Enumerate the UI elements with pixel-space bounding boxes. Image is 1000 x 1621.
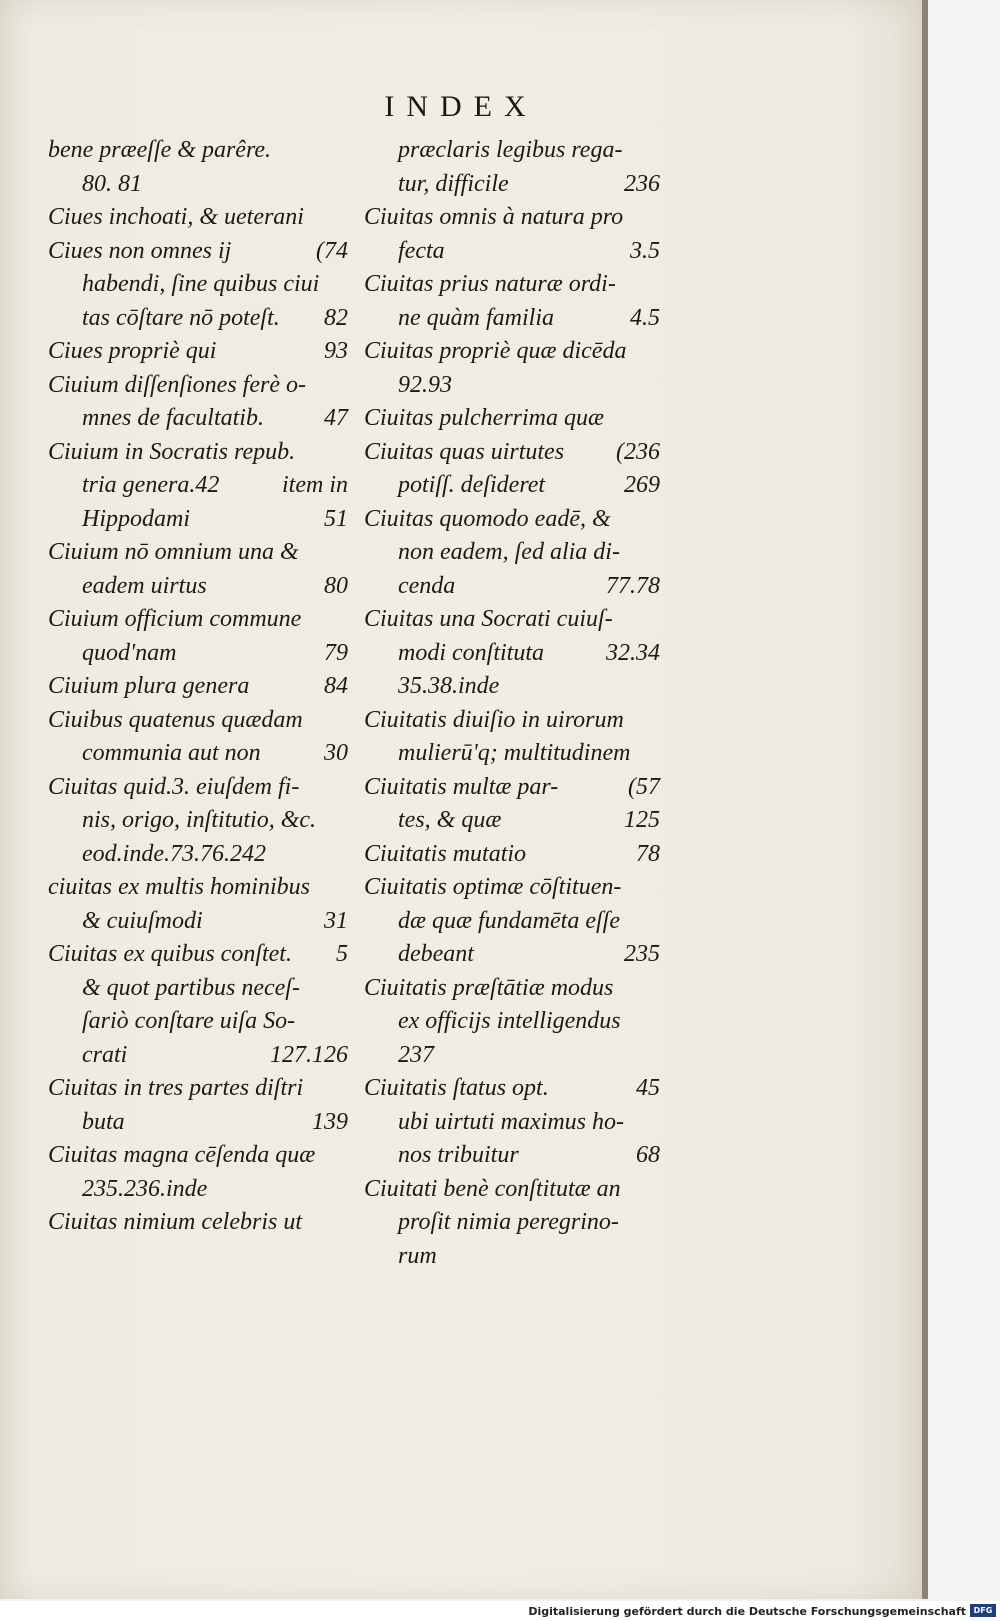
index-entry-text: ſariò conſtare uiſa So- bbox=[82, 1008, 296, 1034]
index-entry-line bbox=[364, 503, 660, 537]
index-entry-line bbox=[364, 771, 660, 805]
index-entry-text: rum bbox=[398, 1242, 437, 1269]
index-column-left bbox=[48, 134, 348, 1240]
index-entry-line bbox=[364, 335, 660, 369]
index-entry-page-ref: 4.5 bbox=[630, 304, 660, 331]
index-entry-line bbox=[48, 1039, 348, 1073]
index-entry-line bbox=[48, 737, 348, 771]
index-entry-line bbox=[48, 1005, 348, 1039]
index-entry-page-ref: 82 bbox=[324, 304, 348, 331]
index-entry-text: Ciuibus quatenus quædam bbox=[48, 706, 303, 733]
index-entry-line bbox=[48, 168, 348, 202]
index-entry-text: Ciuitas nimium celebris ut bbox=[48, 1209, 302, 1235]
index-entry-line bbox=[48, 637, 348, 671]
index-entry-page-ref: item in bbox=[282, 472, 348, 498]
index-entry-text: Ciuitas propriè quæ dicēda bbox=[364, 338, 627, 364]
dfg-logo-icon: DFG bbox=[970, 1604, 996, 1617]
index-entry-page-ref bbox=[342, 168, 348, 202]
index-entry-page-ref bbox=[654, 1005, 660, 1039]
index-entry-line bbox=[48, 235, 348, 269]
index-entry-page-ref bbox=[342, 1072, 348, 1106]
index-entry-line bbox=[364, 1072, 660, 1106]
index-entry-page-ref bbox=[342, 704, 348, 738]
index-entry-line bbox=[364, 1240, 660, 1274]
index-entry-text: proſit nimia peregrino- bbox=[398, 1209, 619, 1235]
index-entry-page-ref bbox=[654, 871, 660, 905]
index-entry-line bbox=[364, 1106, 660, 1140]
index-entry-text: 92.93 bbox=[398, 371, 452, 398]
index-entry-text: Ciuium nō omnium una & bbox=[48, 539, 299, 565]
index-entry-text: cenda bbox=[398, 572, 456, 599]
index-entry-text: 35.38.inde bbox=[398, 673, 500, 699]
index-entry-line bbox=[364, 1005, 660, 1039]
page-edge bbox=[922, 0, 928, 1599]
index-entry-page-ref bbox=[342, 436, 348, 470]
index-entry-line bbox=[48, 1106, 348, 1140]
index-entry-text: Ciuitatis multæ par- bbox=[364, 773, 559, 800]
index-entry-page-ref: 80 bbox=[324, 572, 348, 599]
index-entry-page-ref bbox=[654, 737, 660, 771]
index-entry-page-ref bbox=[342, 771, 348, 805]
index-entry-page-ref bbox=[654, 503, 660, 537]
index-entry-page-ref bbox=[654, 536, 660, 570]
index-entry-text: eod.inde.73.76.242 bbox=[82, 840, 266, 867]
index-entry-line bbox=[48, 201, 348, 235]
index-entry-line bbox=[364, 469, 660, 503]
index-entry-page-ref bbox=[342, 536, 348, 570]
index-entry-line bbox=[48, 838, 348, 872]
index-entry-line bbox=[364, 268, 660, 302]
index-entry-line bbox=[364, 972, 660, 1006]
index-entry-page-ref bbox=[654, 268, 660, 302]
index-entry-line bbox=[48, 268, 348, 302]
digitization-footer bbox=[0, 1601, 1000, 1621]
index-entry-line bbox=[48, 871, 348, 905]
index-entry-line bbox=[364, 536, 660, 570]
index-entry-text: debeant bbox=[398, 941, 474, 967]
index-entry-line bbox=[364, 871, 660, 905]
index-entry-text: quod'nam bbox=[82, 639, 177, 666]
index-entry-page-ref: 45 bbox=[636, 1075, 660, 1101]
index-entry-page-ref bbox=[342, 838, 348, 872]
index-entry-text: Ciuium officium commune bbox=[48, 606, 302, 632]
index-entry-line bbox=[364, 637, 660, 671]
index-entry-text: fecta bbox=[398, 237, 445, 264]
index-entry-page-ref: 269 bbox=[624, 472, 660, 498]
index-entry-line bbox=[48, 704, 348, 738]
index-entry-page-ref: 47 bbox=[324, 405, 348, 431]
index-entry-line bbox=[48, 503, 348, 537]
index-entry-line bbox=[48, 804, 348, 838]
index-entry-text: Ciuium in Socratis repub. bbox=[48, 438, 296, 465]
index-entry-page-ref bbox=[654, 670, 660, 704]
index-entry-text: & quot partibus neceſ- bbox=[82, 974, 300, 1001]
index-entry-text: præclaris legibus rega- bbox=[398, 137, 623, 163]
footer-credit: Digitalisierung gefördert durch die Deutsche Forschungsgemeinschaft bbox=[528, 1605, 966, 1618]
index-entry-text: potiſſ. deſideret bbox=[398, 472, 546, 498]
index-entry-line bbox=[48, 771, 348, 805]
index-entry-text: Ciuitas prius naturæ ordi- bbox=[364, 271, 616, 297]
index-entry-text: ne quàm familia bbox=[398, 304, 554, 331]
page-header: INDEX bbox=[384, 90, 538, 123]
index-entry-line bbox=[48, 938, 348, 972]
index-entry-text: Ciuitas una Socrati cuiuſ- bbox=[364, 606, 613, 632]
index-entry-line bbox=[364, 570, 660, 604]
index-entry-line bbox=[364, 938, 660, 972]
index-entry-text: Ciuitas ex quibus conſtet. bbox=[48, 941, 292, 967]
index-entry-page-ref bbox=[342, 1173, 348, 1207]
index-entry-page-ref: 235 bbox=[624, 941, 660, 967]
index-column-right bbox=[364, 134, 660, 1273]
index-entry-text: modi conſtituta bbox=[398, 639, 544, 666]
index-entry-page-ref bbox=[654, 704, 660, 738]
index-entry-text: ex officijs intelligendus bbox=[398, 1008, 621, 1034]
index-entry-page-ref bbox=[654, 1173, 660, 1207]
index-entry-page-ref: 30 bbox=[324, 740, 348, 766]
index-entry-line bbox=[364, 670, 660, 704]
index-entry-line bbox=[48, 302, 348, 336]
index-entry-line bbox=[48, 603, 348, 637]
index-entry-text: eadem uirtus bbox=[82, 572, 207, 599]
index-entry-text: dæ quæ fundamēta eſſe bbox=[398, 907, 620, 934]
index-entry-text: Ciuium plura genera bbox=[48, 673, 250, 699]
index-entry-page-ref: 32.34 bbox=[606, 639, 660, 666]
index-entry-page-ref bbox=[654, 369, 660, 403]
index-entry-line bbox=[48, 1173, 348, 1207]
index-entry-page-ref bbox=[654, 1206, 660, 1240]
index-entry-page-ref bbox=[342, 972, 348, 1006]
index-entry-line bbox=[364, 168, 660, 202]
index-entry-text: Ciuitas pulcherrima quæ bbox=[364, 405, 605, 431]
index-entry-page-ref bbox=[654, 1039, 660, 1073]
index-entry-page-ref bbox=[342, 369, 348, 403]
index-entry-text: Ciuitas magna cēſenda quæ bbox=[48, 1142, 316, 1168]
index-entry-page-ref bbox=[654, 201, 660, 235]
index-entry-line bbox=[48, 402, 348, 436]
index-entry-line bbox=[48, 469, 348, 503]
index-entry-page-ref bbox=[654, 905, 660, 939]
index-entry-page-ref: (57 bbox=[628, 773, 660, 800]
index-entry-line bbox=[364, 1039, 660, 1073]
index-entry-text: bene præeſſe & parêre. bbox=[48, 137, 272, 163]
index-entry-page-ref: 51 bbox=[324, 505, 348, 532]
index-entry-text: Ciues propriè qui bbox=[48, 338, 217, 364]
index-entry-line bbox=[48, 335, 348, 369]
index-entry-text: Ciuitas omnis à natura pro bbox=[364, 204, 624, 230]
index-entry-page-ref bbox=[654, 603, 660, 637]
index-entry-text: Hippodami bbox=[82, 505, 190, 532]
index-entry-text: Ciuitatis mutatio bbox=[364, 840, 527, 867]
index-entry-text: nos tribuitur bbox=[398, 1142, 519, 1168]
index-entry-page-ref: 93 bbox=[324, 338, 348, 364]
index-entry-line bbox=[364, 235, 660, 269]
index-entry-page-ref bbox=[342, 134, 348, 168]
index-entry-page-ref bbox=[342, 603, 348, 637]
index-entry-text: buta bbox=[82, 1108, 125, 1135]
index-entry-page-ref: (74 bbox=[316, 237, 348, 264]
index-entry-line bbox=[48, 1206, 348, 1240]
index-entry-line bbox=[364, 1173, 660, 1207]
index-entry-text: 237 bbox=[398, 1041, 434, 1068]
index-entry-text: & cuiuſmodi bbox=[82, 907, 203, 934]
index-entry-line bbox=[48, 369, 348, 403]
index-entry-line bbox=[48, 1072, 348, 1106]
index-entry-text: Ciuium diſſenſiones ferè o- bbox=[48, 371, 306, 398]
index-entry-text: mulierū'q; multitudinem bbox=[398, 740, 631, 766]
index-entry-page-ref: 68 bbox=[636, 1142, 660, 1168]
index-entry-line bbox=[48, 905, 348, 939]
index-entry-page-ref: 125 bbox=[624, 807, 660, 833]
index-entry-text: Ciuitas quomodo eadē, & bbox=[364, 505, 611, 532]
index-entry-page-ref bbox=[654, 402, 660, 436]
index-entry-line bbox=[364, 1206, 660, 1240]
index-entry-text: Ciuitatis diuiſio in uirorum bbox=[364, 706, 624, 733]
index-entry-page-ref: 84 bbox=[324, 673, 348, 699]
index-entry-line bbox=[364, 134, 660, 168]
index-entry-line bbox=[364, 737, 660, 771]
index-entry-page-ref bbox=[342, 201, 348, 235]
index-entry-line bbox=[364, 402, 660, 436]
index-entry-line bbox=[364, 804, 660, 838]
index-entry-line bbox=[48, 972, 348, 1006]
index-entry-text: habendi, ſine quibus ciui bbox=[82, 271, 320, 297]
index-entry-line bbox=[364, 1139, 660, 1173]
index-entry-page-ref: 139 bbox=[312, 1108, 348, 1135]
index-entry-line bbox=[364, 369, 660, 403]
index-entry-page-ref bbox=[654, 335, 660, 369]
index-entry-page-ref bbox=[342, 1005, 348, 1039]
index-entry-page-ref: 79 bbox=[324, 639, 348, 666]
index-entry-page-ref: 78 bbox=[636, 840, 660, 867]
index-entry-text: 235.236.inde bbox=[82, 1175, 208, 1202]
index-entry-page-ref: (236 bbox=[616, 438, 660, 465]
index-entry-text: Ciues non omnes ij bbox=[48, 237, 232, 264]
index-entry-line bbox=[48, 670, 348, 704]
index-entry-page-ref: 5 bbox=[336, 941, 348, 967]
index-entry-text: crati bbox=[82, 1041, 128, 1068]
index-entry-line bbox=[364, 302, 660, 336]
index-entry-line bbox=[48, 536, 348, 570]
index-entry-page-ref bbox=[342, 1206, 348, 1240]
index-entry-text: mnes de facultatib. bbox=[82, 405, 264, 431]
index-entry-line bbox=[48, 570, 348, 604]
index-entry-text: ubi uirtuti maximus ho- bbox=[398, 1108, 624, 1135]
index-entry-line bbox=[364, 201, 660, 235]
index-entry-text: nis, origo, inſtitutio, &c. bbox=[82, 807, 317, 833]
index-entry-page-ref bbox=[654, 972, 660, 1006]
index-entry-text: Ciuitas quid.3. eiuſdem fi- bbox=[48, 773, 300, 800]
index-entry-text: tas cōſtare nō poteſt. bbox=[82, 304, 280, 331]
index-entry-page-ref: 3.5 bbox=[630, 237, 660, 264]
index-entry-text: Ciuitatis præſtātiæ modus bbox=[364, 974, 614, 1001]
index-entry-text: Ciues inchoati, & ueterani bbox=[48, 204, 304, 230]
index-entry-line bbox=[48, 134, 348, 168]
index-entry-text: ciuitas ex multis hominibus bbox=[48, 874, 310, 900]
index-entry-text: Ciuitati benè conſtitutæ an bbox=[364, 1175, 621, 1202]
index-entry-page-ref: 77.78 bbox=[606, 572, 660, 599]
index-entry-page-ref: 127.126 bbox=[270, 1041, 348, 1068]
index-entry-page-ref: 236 bbox=[624, 170, 660, 197]
index-entry-text: tur, difficile bbox=[398, 170, 509, 197]
index-entry-line bbox=[364, 838, 660, 872]
index-entry-text: Ciuitas quas uirtutes bbox=[364, 438, 565, 465]
index-entry-page-ref bbox=[342, 871, 348, 905]
index-entry-text: non eadem, ſed alia di- bbox=[398, 539, 620, 565]
index-entry-line bbox=[364, 905, 660, 939]
index-entry-text: Ciuitatis ſtatus opt. bbox=[364, 1075, 549, 1101]
index-entry-line bbox=[364, 436, 660, 470]
index-entry-page-ref bbox=[342, 804, 348, 838]
index-entry-text: communia aut non bbox=[82, 740, 261, 766]
index-entry-page-ref bbox=[342, 1139, 348, 1173]
index-entry-text: 80. 81 bbox=[82, 170, 142, 197]
index-entry-text: tes, & quæ bbox=[398, 807, 502, 833]
index-entry-line bbox=[48, 1139, 348, 1173]
index-entry-page-ref bbox=[654, 1240, 660, 1274]
index-entry-line bbox=[364, 603, 660, 637]
index-entry-page-ref bbox=[342, 268, 348, 302]
index-entry-text: Ciuitatis optimæ cōſtituen- bbox=[364, 874, 622, 900]
index-entry-page-ref bbox=[654, 1106, 660, 1140]
index-entry-page-ref: 31 bbox=[324, 907, 348, 934]
index-entry-text: tria genera.42 bbox=[82, 472, 220, 498]
index-entry-line bbox=[364, 704, 660, 738]
index-entry-line bbox=[48, 436, 348, 470]
index-entry-page-ref bbox=[654, 134, 660, 168]
index-entry-text: Ciuitas in tres partes diſtri bbox=[48, 1075, 304, 1101]
